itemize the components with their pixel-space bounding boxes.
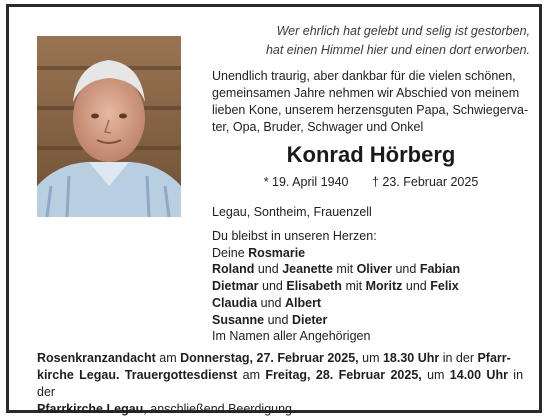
- family-list: [212, 228, 532, 345]
- motto-quote: [230, 22, 530, 60]
- intro-text: [212, 68, 530, 136]
- family-member: Dietmar: [212, 279, 259, 294]
- family-line: [212, 278, 532, 295]
- service-text: kirche Legau. Trauergottesdienst: [37, 368, 238, 382]
- family-member: Dieter: [291, 312, 328, 327]
- service-text: Pfarr-: [477, 351, 511, 365]
- family-line: [212, 295, 532, 312]
- birth-date: * 19. April 1940: [263, 175, 349, 189]
- service-text: in der: [37, 368, 524, 399]
- service-text: in der: [439, 351, 478, 365]
- portrait-illustration: [37, 36, 181, 217]
- service-text: um: [421, 368, 450, 382]
- intro-line: gemeinsamen Jahre nehmen wir Abschied von meinem: [212, 86, 520, 100]
- family-closing: Im Namen aller Angehörigen: [212, 329, 371, 344]
- service-text: Pfarrkirche Legau: [37, 402, 144, 416]
- portrait-photo: [37, 36, 181, 217]
- family-text: Deine: [212, 245, 245, 260]
- service-text: Freitag, 28. Februar 2025,: [265, 368, 422, 382]
- family-line: [212, 312, 532, 329]
- family-text: und: [395, 262, 417, 277]
- family-text: und: [260, 295, 282, 310]
- service-text: am: [237, 368, 266, 382]
- family-member: Susanne: [212, 312, 265, 327]
- intro-line: Unendlich traurig, aber dankbar für die vielen schönen,: [212, 69, 516, 83]
- service-text: , anschließend Beerdigung.: [143, 402, 296, 416]
- family-member: Oliver: [356, 262, 392, 277]
- family-member: Jeanette: [282, 262, 333, 277]
- death-date: † 23. Februar 2025: [371, 175, 479, 189]
- family-member: Rosmarie: [248, 245, 306, 260]
- family-text: mit: [345, 279, 363, 294]
- family-member: Claudia: [212, 295, 258, 310]
- service-text: 14.00 Uhr: [449, 368, 508, 382]
- family-member: Albert: [284, 295, 322, 310]
- family-text: und: [267, 312, 289, 327]
- family-member: Roland: [212, 262, 255, 277]
- service-text: Donnerstag, 27. Februar 2025,: [180, 351, 359, 365]
- deceased-name: Konrad Hörberg: [286, 142, 456, 167]
- family-text: und: [405, 279, 427, 294]
- service-text: 18.30 Uhr: [382, 351, 440, 365]
- motto-line: hat einen Himmel hier und einen dort erworben.: [265, 43, 530, 57]
- funeral-service-info: [37, 350, 523, 418]
- intro-line: lieben Kone, unserem herzensguten Papa, Schwiegerva-: [212, 103, 529, 117]
- hometowns: Legau, Sontheim, Frauenzell: [212, 205, 372, 219]
- family-text: und: [257, 262, 279, 277]
- family-heading: Du bleibst in unseren Herzen:: [212, 229, 377, 243]
- family-text: mit: [336, 262, 354, 277]
- service-text: Rosenkranzandacht: [37, 351, 156, 365]
- motto-line: Wer ehrlich hat gelebt und selig ist gestorben,: [276, 24, 530, 38]
- service-text: am: [155, 351, 181, 365]
- family-member: Moritz: [365, 279, 403, 294]
- family-member: Elisabeth: [286, 279, 342, 294]
- family-line: [212, 261, 532, 278]
- intro-line: ter, Opa, Bruder, Schwager und Onkel: [212, 120, 424, 134]
- life-dates: [212, 174, 530, 191]
- family-text: und: [262, 279, 283, 294]
- family-member: Fabian: [419, 262, 461, 277]
- family-member: Felix: [430, 279, 459, 294]
- service-text: um: [358, 351, 383, 365]
- family-line: [212, 245, 532, 262]
